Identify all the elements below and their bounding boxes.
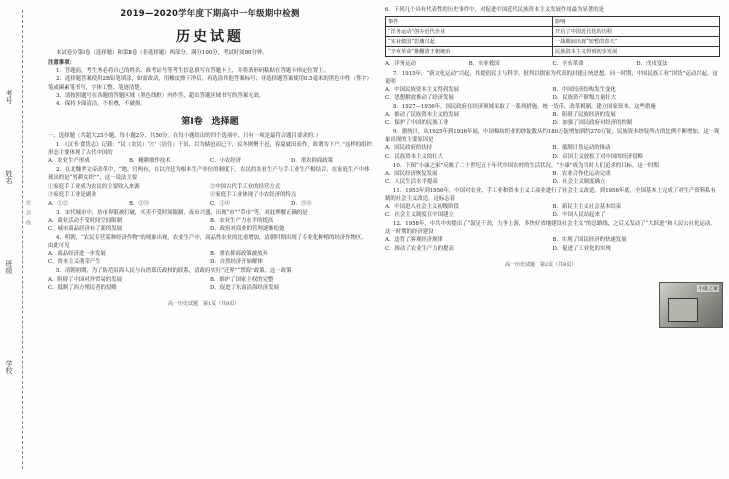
binding-label-name: 姓名 (5, 170, 13, 184)
instructions-intro: 本试卷分第Ⅰ卷（选择题）和第Ⅱ卷（非选择题）两部分。满分100分，考试时间90分钟。 (56, 50, 268, 57)
answer-option: B．重农抑商政策被放弃 (210, 251, 268, 258)
answer-option: A．洋务运动 (385, 61, 416, 68)
question-stem: 1．《汉书·食货志》记载：“民（农民）‘穴’（居住）于田，以为储邑而已干，民冬则聚于邑，春夏就田而作，故谓为下户。”这样的组织形态主要体现了古代中国的 (48, 142, 372, 157)
option-row (48, 183, 372, 191)
left-question-list (48, 141, 372, 292)
question-stem: 7．1915年，“新文化运动”兴起，其提倡民主与科学，批判以儒家为代表的封建正统思想。同一时期，中国民族工业“国货”运动兴起。这说明 (385, 70, 718, 85)
option-row (385, 60, 720, 68)
answer-option: ④家庭手工业体现了小农经济的特点 (210, 191, 297, 198)
question-stem: 11．1953年到1956年，中国对农业、手工业和资本主义工商业进行了社会主义改造，到1956年底，全国基本上完成了对生产资料私有制的社会主义改造。这标志着 (385, 187, 716, 202)
answer-option: B．②③ (129, 200, 150, 207)
right-question-list (385, 60, 720, 252)
page-footer-left: 高一历史试题 第1页（共8页） (168, 300, 240, 307)
option-row (48, 258, 372, 266)
question-stem: 9．据统计，从1925年到1936年间，中国棉纺织业的纱锭数从约180万锭增加到约270万锭，民族资本纱锭所占的比例不断增加。这一现象出现的主要原因是 (385, 129, 720, 144)
answer-option: C．辛亥革命 (552, 61, 584, 68)
answer-option: D．加强了国民政府对经济的控制 (552, 120, 633, 127)
question-stem: 4．明朝，“农民专营某种经济作物”的现象出现，农业生产中，商品性农业的比重增加，清朝时期出现了专业化种植的经济作物区。由此可见 (48, 235, 367, 250)
table-cell: 民族资本主义得到初步发展 (553, 47, 720, 57)
answer-option: A．阻碍了中国对外贸易的发展 (48, 276, 122, 283)
answer-option: C．①④ (210, 200, 231, 207)
answer-option: B．阻碍了民族经济的发展 (552, 112, 616, 119)
option-row (48, 225, 372, 233)
option-row (385, 94, 720, 102)
table-row (386, 27, 720, 37)
question-stem: 5．清朝初期，为了防范沿海人民与台湾郑氏政权的联系，清政府实行“迁界”“禁海”政策，这一政策 (56, 268, 292, 275)
option-row (385, 178, 720, 186)
option-row (48, 284, 372, 292)
option-row (385, 203, 720, 211)
binding-marks: 密 封 线 (25, 200, 31, 225)
question-stem: 8．1927—1936年，国民政府在经济领域采取了一系列措施，统一货币，改革税制，建立国家资本，这些措施 (393, 103, 656, 110)
option-row (385, 170, 720, 178)
binding-label-school: 学校 (5, 360, 13, 374)
answer-option: C．城市商品经济有了新的发展 (48, 225, 123, 232)
answer-option: B．农业生产力水平的提高 (210, 217, 274, 224)
question (385, 60, 720, 68)
answer-option: D．重农抑商政策 (291, 158, 334, 165)
option-row (48, 250, 372, 258)
answer-option: A．商业活动不受时间空间限制 (48, 217, 122, 224)
answer-option: D．社会主义制度确立 (552, 178, 606, 185)
answer-option: ②中国古代手工业的经营方式 (210, 183, 281, 190)
right-column (385, 6, 720, 268)
binding-label-exam-number: 考号 (5, 90, 13, 104)
option-row (385, 153, 720, 161)
question-stem: 6．下列几个具有代表性的历史事件中，对促进中国近代民族资本主义发展作用最为显著的是 (385, 7, 605, 13)
answer-option: C．抵制了西方殖民者的侵略 (48, 284, 117, 291)
question-stem: 2．在北魏孝文帝改革中，“地、官两有，在以宫廷为根本生产单位的制度下，农民的农业生产与手工业生产相结合，在家庭生产中体现出的是“男耕女织””，这一说法主要 (48, 167, 370, 182)
table-cell: “辛亥革命”推翻清王朝统治 (386, 47, 553, 57)
question (385, 162, 720, 186)
answer-option: B．实业救国 (468, 61, 500, 68)
answer-option: D．戊戌变法 (636, 61, 668, 68)
question-stem: 3．宋代城市中，坊市界限被打破，买卖不受时间限制，夜市兴盛，出现“市”“草市”等，对此理解正确的是 (56, 209, 308, 216)
answer-option: C．资本主义萌芽产生 (48, 259, 101, 266)
question (385, 128, 720, 160)
question-stem: 12．1958年，中共中央提出了“鼓足干劲，力争上游，多快好省地建设社会主义”的总路线，之后又发动了“大跃进”和人民公社化运动。这一时期的经济建设 (385, 221, 716, 236)
question (48, 200, 372, 208)
table-cell: “实业救国”思潮兴起 (386, 37, 553, 47)
events-table (385, 16, 720, 57)
answer-option: A．商品经济进一步发展 (48, 251, 106, 258)
answer-option: C．思想解放推动了经济发展 (385, 94, 454, 101)
notice-item: 3．请按照题号在各题的答题区域（黑色线框）内作答，超出答题区域书写的答案无效。 (56, 92, 265, 99)
notice-item: 2．选择题答案使用2B铅笔填涂，如需改动，用橡皮擦干净后，再选涂其他答案标号；非选择题答案使用0.5毫米的黑色中性（签字）笔或碳素笔书写，字体工整、笔迹清楚。 (48, 76, 372, 91)
table-header-cell: 影响 (553, 17, 720, 27)
option-row (48, 157, 372, 165)
question (48, 234, 372, 266)
answer-option: D．自然经济开始解体 (210, 259, 263, 266)
answer-option: B．精耕细作技术 (129, 158, 171, 165)
answer-option: A．推动了民族资本主义的发展 (385, 112, 459, 119)
answer-option: A．中国民族资本主义得到发展 (385, 86, 459, 93)
answer-option: D．民族资产阶级力量壮大 (552, 94, 617, 101)
option-row (48, 191, 372, 199)
option-row (48, 217, 372, 225)
answer-option: D．促进了工业化的实现 (552, 245, 611, 252)
question (385, 187, 720, 219)
answer-option: C．推动了农业生产力的提高 (385, 245, 454, 252)
question (48, 209, 372, 233)
answer-option: A．国民政府的扶持 (385, 145, 433, 152)
table-cell: “洋务运动”创办近代企业 (386, 27, 553, 37)
binding-strip (0, 0, 40, 479)
question-stem: 10．下图“小康之家”反映了二十世纪五十年代中国农村的生活状况。“小康”成为当时人们追求的目标。这一时期 (393, 162, 659, 169)
seal-line (22, 10, 23, 469)
photo-caption: 小康之家 (697, 286, 718, 292)
answer-option: A．农业生产形成 (48, 158, 90, 165)
section-description: 一、选择题（共超大25小题，每小题2分，共50分。在每小题给出的四个选项中，只有一项是最符合题目要求的。） (48, 132, 322, 139)
page-footer-right: 高一历史试题 第2页（共8页） (505, 261, 577, 268)
subject-title: 历史试题 (176, 29, 244, 46)
notice-label: 注意事项： (48, 60, 75, 67)
question (385, 103, 720, 127)
notice-item: 1．答题前，考生务必将自己的姓名、准考证号等考生信息填写在答题卡上，并将条形码粘贴在答题卡指定位置上。 (56, 68, 329, 75)
answer-option: B．新民主主义社会基本结束 (552, 204, 622, 211)
question (48, 267, 372, 291)
left-column (48, 6, 372, 307)
answer-option: ①家庭手工业成为农民的主要收入来源 (48, 183, 140, 190)
answer-option: C．民族资本主义的壮大 (385, 153, 444, 160)
answer-option: A．国民经济恢复发展 (385, 170, 438, 177)
option-row (385, 111, 720, 119)
option-row (385, 211, 720, 219)
option-row (385, 119, 720, 127)
table-row (386, 37, 720, 47)
answer-option: C．社会主义制度在中国建立 (385, 212, 454, 219)
option-row (385, 144, 720, 152)
historical-photo (659, 282, 723, 328)
answer-option: C．小农经济 (210, 158, 242, 165)
question (385, 70, 720, 102)
section-title: 第Ⅰ卷 选择题 (181, 116, 239, 127)
answer-option: A．①② (48, 200, 69, 207)
option-row (48, 200, 372, 208)
answer-option: B．抵制日货运动的推动 (552, 145, 611, 152)
answer-option: D．促进了东南沿海经济发展 (210, 284, 280, 291)
table-row (386, 47, 720, 57)
table-cell: 一战期间出现“短暂的春天” (553, 37, 720, 47)
option-row (385, 86, 720, 94)
exam-title: 2019—2020学年度下期高中一年级期中检测 (120, 8, 300, 18)
notice-item: 4．保持卡面清洁，不折叠，不破损。 (56, 100, 146, 107)
answer-option: A．违背了客观经济规律 (385, 237, 443, 244)
option-row (48, 276, 372, 284)
answer-option: D．政府对商业的管理逐渐松弛 (210, 225, 285, 232)
answer-option: D．帝国主义放松了对中国的经济侵略 (552, 153, 644, 160)
binding-label-class: 班级 (5, 260, 13, 274)
table-cell: 开启了中国近代化的历程 (553, 27, 720, 37)
table-header-cell: 事件 (386, 17, 553, 27)
answer-option: A．中国进入社会主义初级阶段 (385, 204, 459, 211)
answer-option: B．农业合作化运动完成 (552, 170, 611, 177)
photo-figure (668, 298, 698, 322)
answer-option: B．中国经济结构发生变化 (552, 86, 616, 93)
question (48, 166, 372, 198)
table-header-row (386, 17, 720, 27)
answer-option: C．人民生活水平提高 (385, 178, 438, 185)
answer-option: D．中国人民站起来了 (552, 212, 606, 219)
answer-option: B．维护了国家主权的完整 (210, 276, 274, 283)
option-row (385, 236, 720, 244)
answer-option: B．实现了国民经济的快速发展 (552, 237, 627, 244)
answer-option: D．③④ (291, 200, 312, 207)
answer-option: C．保护了中国的民族工业 (385, 120, 449, 127)
question (48, 141, 372, 165)
question (385, 220, 720, 252)
answer-option: ③家庭手工业是副业 (48, 191, 97, 198)
option-row (385, 245, 720, 253)
